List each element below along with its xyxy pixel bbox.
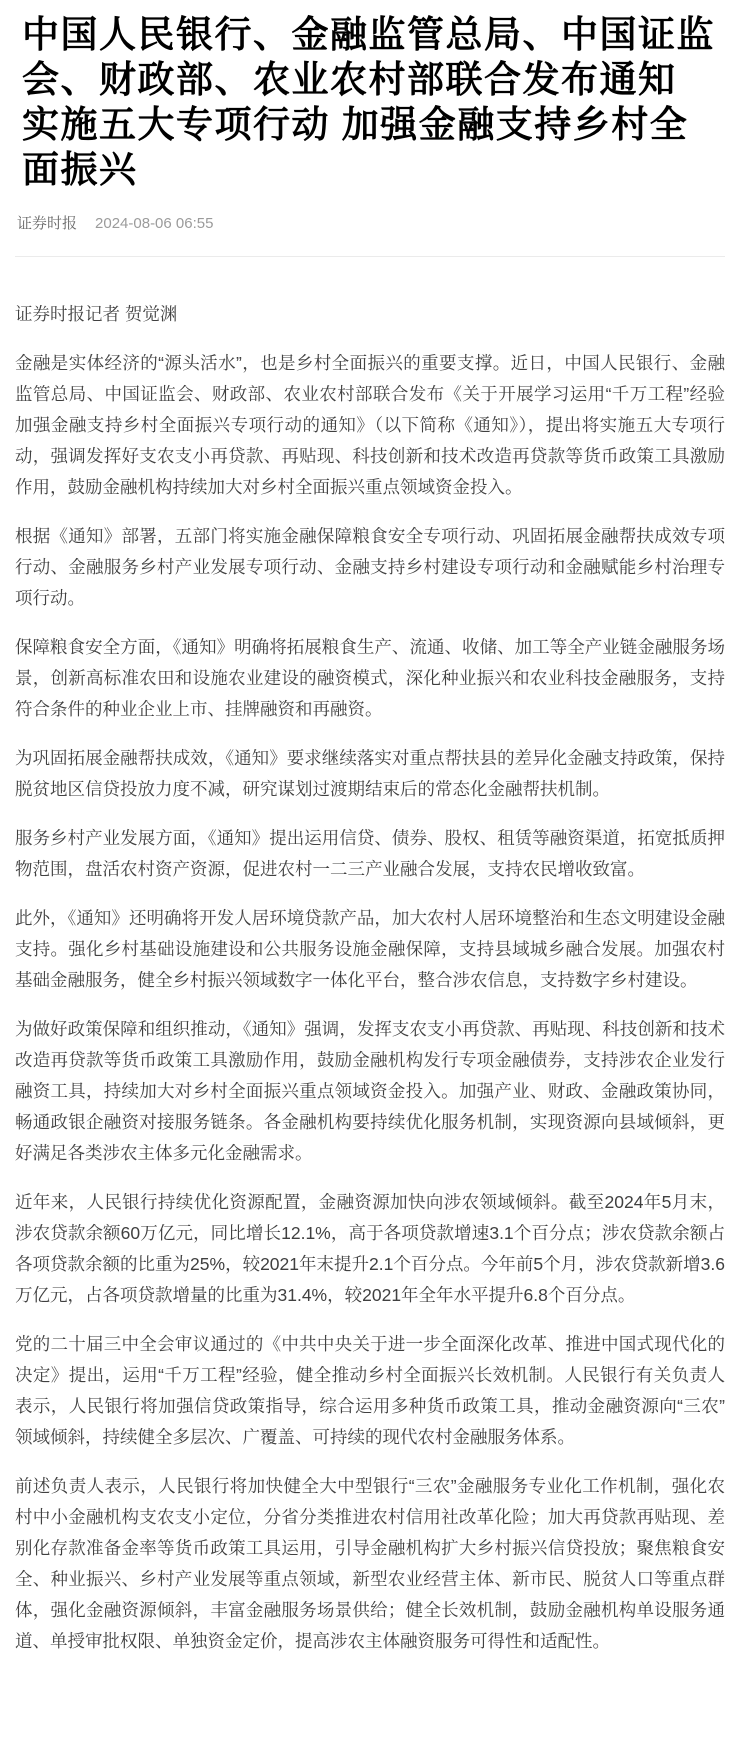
article-paragraph: 保障粮食安全方面，《通知》明确将拓展粮食生产、流通、收储、加工等全产业链金融服务场景，创新高标准农田和设施农业建设的融资模式，深化种业振兴和农业科技金融服务，支持符合条件的种业企业上市、挂牌融资和再融资。 xyxy=(15,637,725,719)
article-paragraph: 金融是实体经济的“源头活水”，也是乡村全面振兴的重要支撑。近日，中国人民银行、金融监管总局、中国证监会、财政部、农业农村部联合发布《关于开展学习运用“千万工程”经验 加强金融支持乡村全面振兴专项行动的通知》（以下简称《通知》），提出将实施五大专项行动，强调发挥好支农支小再贷款、再贴现、科技创新和技术改造再贷款等货币政策工具激励作用，鼓励金融机构持续加大对乡村全面振兴重点领域资金投入。 xyxy=(15,353,725,497)
source-label: 证券时报 xyxy=(17,215,78,232)
article-paragraph: 为做好政策保障和组织推动，《通知》强调，发挥支农支小再贷款、再贴现、科技创新和技术改造再贷款等货币政策工具激励作用，鼓励金融机构发行专项金融债券，支持涉农企业发行融资工具，持续加大对乡村全面振兴重点领域资金投入。加强产业、财政、金融政策协同，畅通政银企融资对接服务链条。各金融机构要持续优化服务机制，实现资源向县域倾斜，更好满足各类涉农主体多元化金融需求。 xyxy=(15,1019,725,1163)
article-paragraph: 此外，《通知》还明确将开发人居环境贷款产品，加大农村人居环境整治和生态文明建设金融支持。强化乡村基础设施建设和公共服务设施金融保障，支持县域城乡融合发展。加强农村基础金融服务，健全乡村振兴领域数字一体化平台，整合涉农信息，支持数字乡村建设。 xyxy=(15,908,725,990)
article-byline: 证券时报记者 贺觉渊 xyxy=(15,304,178,324)
article-paragraph: 服务乡村产业发展方面，《通知》提出运用信贷、债券、股权、租赁等融资渠道，拓宽抵质押物范围，盘活农村资产资源，促进农村一二三产业融合发展，支持农民增收致富。 xyxy=(15,828,725,879)
article-paragraph: 前述负责人表示，人民银行将加快健全大中型银行“三农”金融服务专业化工作机制，强化农村中小金融机构支农支小定位，分省分类推进农村信用社改革化险；加大再贷款再贴现、差别化存款准备金率等货币政策工具运用，引导金融机构扩大乡村振兴信贷投放；聚焦粮食安全、种业振兴、乡村产业发展等重点领域，新型农业经营主体、新市民、脱贫人口等重点群体，强化金融资源倾斜，丰富金融服务场景供给；健全长效机制，鼓励金融机构单设服务通道、单授审批权限、单独资金定价，提高涉农主体融资服务可得性和适配性。 xyxy=(15,1476,725,1651)
article-title: 中国人民银行、金融监管总局、中国证监会、财政部、农业农村部联合发布通知 实施五大专项行动 加强金融支持乡村全面振兴 xyxy=(22,14,715,190)
publish-time: 2024-08-06 06:55 xyxy=(95,215,214,232)
article-paragraph: 党的二十届三中全会审议通过的《中共中央关于进一步全面深化改革、推进中国式现代化的决定》提出，运用“千万工程”经验，健全推动乡村全面振兴长效机制。人民银行有关负责人表示，人民银行将加强信贷政策指导，综合运用多种货币政策工具，推动金融资源向“三农”领域倾斜，持续健全多层次、广覆盖、可持续的现代农村金融服务体系。 xyxy=(15,1334,725,1447)
article-paragraph: 根据《通知》部署，五部门将实施金融保障粮食安全专项行动、巩固拓展金融帮扶成效专项行动、金融服务乡村产业发展专项行动、金融支持乡村建设专项行动和金融赋能乡村治理专项行动。 xyxy=(15,526,725,608)
article-paragraph: 为巩固拓展金融帮扶成效，《通知》要求继续落实对重点帮扶县的差异化金融支持政策，保持脱贫地区信贷投放力度不减，研究谋划过渡期结束后的常态化金融帮扶机制。 xyxy=(15,748,725,799)
article-paragraph: 近年来，人民银行持续优化资源配置，金融资源加快向涉农领域倾斜。截至2024年5月末，涉农贷款余额60万亿元，同比增长12.1%，高于各项贷款增速3.1个百分点；涉农贷款余额占各项贷款余额的比重为25%，较2021年末提升2.1个百分点。今年前5个月，涉农贷款新增3.6万亿元，占各项贷款增量的比重为31.4%，较2021年全年水平提升6.8个百分点。 xyxy=(15,1192,725,1305)
article-meta xyxy=(15,214,725,234)
meta-divider xyxy=(15,256,725,257)
